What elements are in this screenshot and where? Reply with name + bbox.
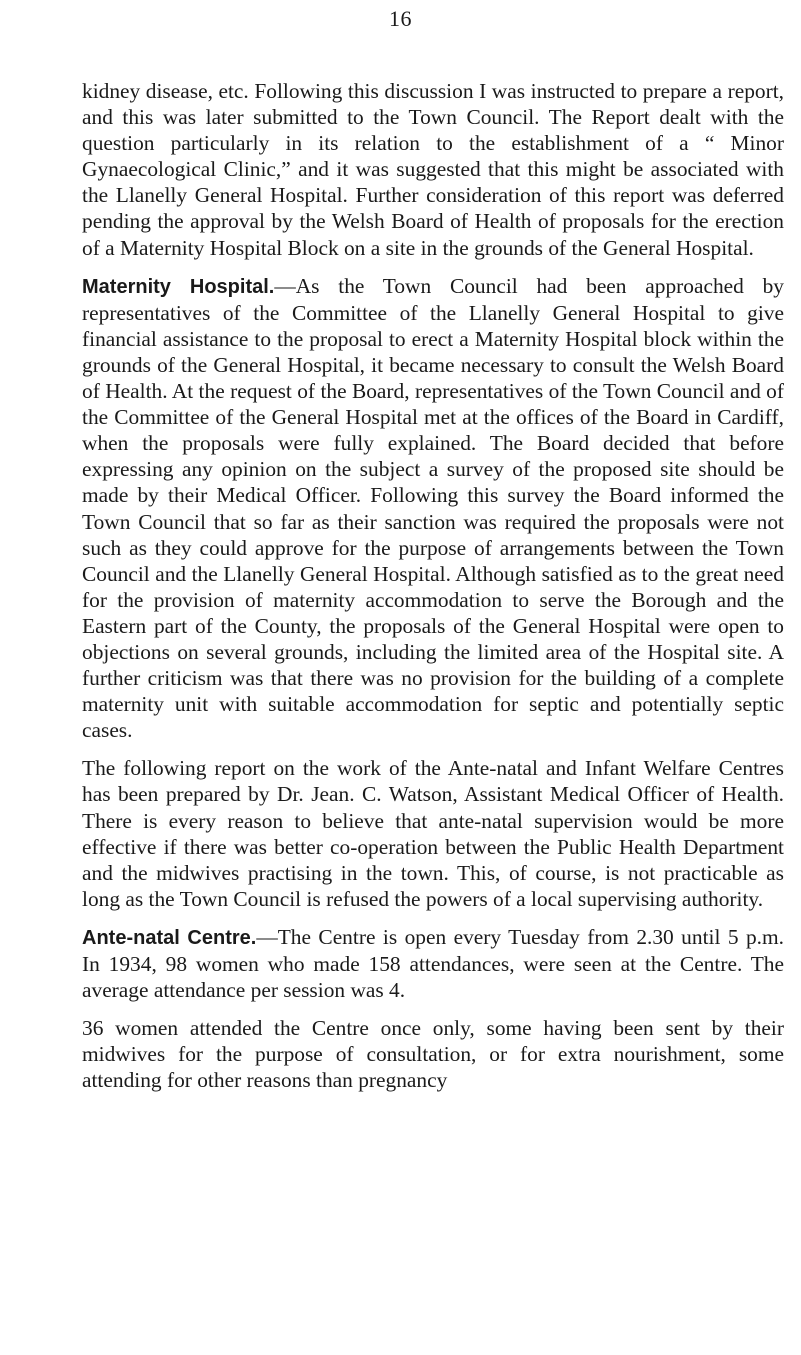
paragraph-attendance (82, 1015, 784, 1093)
paragraph-text: —The Centre is open every Tuesday from 2.30 until 5 p.m. In 1934, 98 women who made 158 attendances, were seen at the Centre. The average attendance per session was 4. (82, 924, 784, 1003)
paragraph-text: The following report on the work of the Ante-natal and Infant Welfare Centres has been prepared by Dr. Jean. C. Watson, Assistant Medical Officer of Health. There is every reason to believe that ante-natal supervision would be more effective if there was better co-operation between the Public Health Department and the midwives practising in the town. This, of course, is not practicable as long as the Town Council is refused the powers of a local supervising authority. (82, 756, 784, 911)
section-heading-maternity-hospital: Maternity Hospital. (82, 275, 275, 298)
section-heading-ante-natal-centre: Ante-natal Centre. (82, 926, 257, 949)
body-text (82, 78, 784, 1105)
page-number: 16 (389, 6, 412, 31)
paragraph-text: 36 women attended the Centre once only, some having been sent by their midwives for the purpose of consultation, or for extra nourishment, some attending for other reasons than pregnancy (82, 1016, 784, 1093)
paragraph-ante-natal-centre (82, 924, 784, 1003)
paragraph-text: kidney disease, etc. Following this discussion I was instructed to prepare a report, and this was later submitted to the Town Council. The Report dealt with the question particularly in its relation to the establishment of a “ Minor Gynaecological Clinic,” and it was suggested that this might be associated with the Llanelly General Hospital. Further consideration of this report was deferred pending the approval by the Welsh Board of Health of proposals for the erection of a Maternity Hospital Block on a site in the grounds of the General Hospital. (82, 79, 784, 260)
paragraph-maternity-hospital (82, 273, 784, 744)
paragraph-continuation (82, 78, 784, 261)
paragraph-welfare-report (82, 755, 784, 912)
paragraph-text: —As the Town Council had been approached by representatives of the Committee of the Llanelly General Hospital to give financial assistance to the proposal to erect a Maternity Hospital block within the grounds of the General Hospital, it became necessary to consult the Welsh Board of Health. At the request of the Board, representatives of the Town Council and of the Committee of the General Hospital met at the offices of the Board in Cardiff, when the proposals were fully explained. The Board decided that before expressing any opinion on the subject a survey of the proposed site should be made by their Medical Officer. Following this survey the Board informed the Town Council that so far as their sanction was required the proposals were not such as they could approve for the purpose of arrangements between the Town Council and the Llanelly General Hospital. Although satisfied as to the great need for the provision of maternity accommodation to serve the Borough and the Eastern part of the County, the proposals of the General Hospital were open to objections on several grounds, including the limited area of the Hospital site. A further criticism was that there was no provision for the building of a complete maternity unit with suitable accommodation for septic and potentially septic cases. (82, 273, 785, 743)
